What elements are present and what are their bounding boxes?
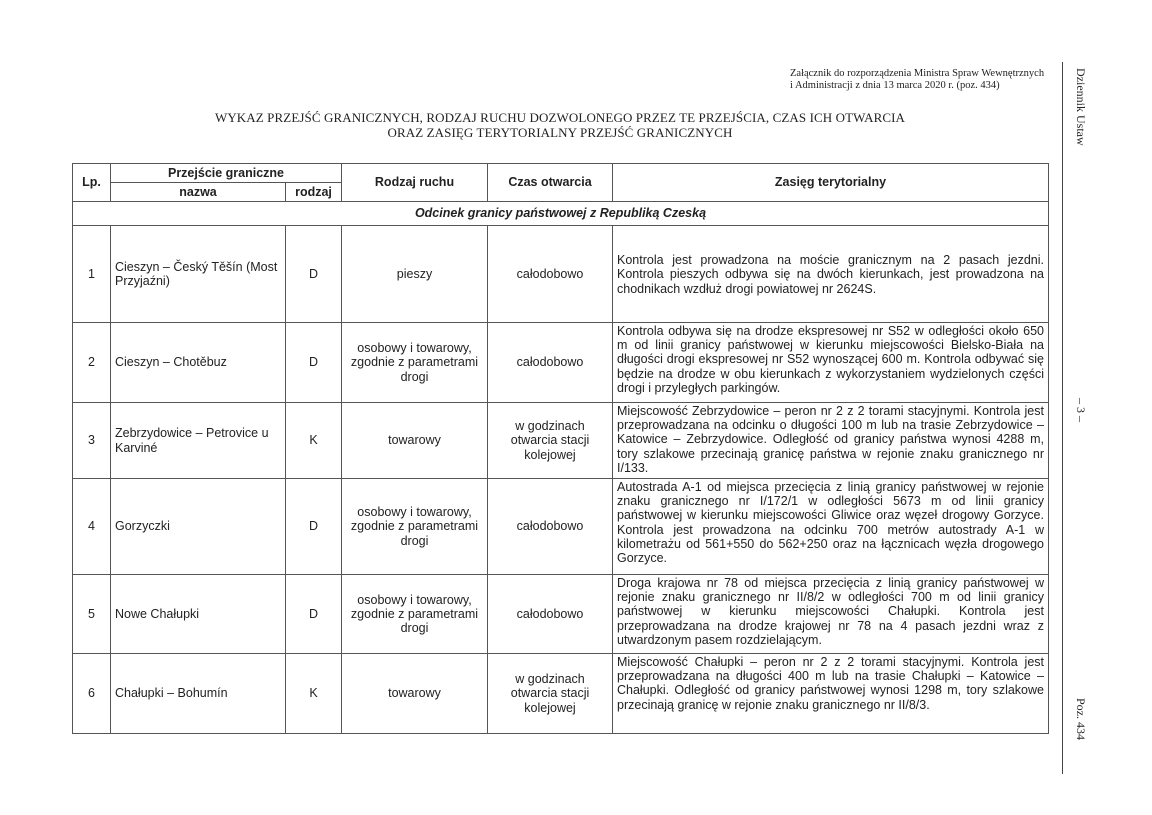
- section-row: [73, 202, 1049, 226]
- row-hours: całodobowo: [488, 575, 613, 654]
- header-row-1: [73, 164, 1049, 183]
- row-type: K: [286, 654, 342, 734]
- row-range: Kontrola jest prowadzona na moście granicznym na 2 pasach jezdni. Kontrola pieszych odbywa się na dwóch kierunkach, jest prowadzona na chodnikach wzdłuż drogi powiatowej nr 2624S.: [613, 226, 1049, 323]
- row-hours: całodobowo: [488, 323, 613, 403]
- row-type: D: [286, 575, 342, 654]
- header-traffic: Rodzaj ruchu: [342, 164, 488, 202]
- row-name: Zebrzydowice – Petrovice u Karviné: [111, 403, 286, 479]
- row-name: Cieszyn – Český Těšín (Most Przyjaźni): [111, 226, 286, 323]
- row-type: D: [286, 226, 342, 323]
- row-hours: w godzinach otwarcia stacji kolejowej: [488, 403, 613, 479]
- journal-name: Dziennik Ustaw: [1074, 68, 1088, 146]
- header-hours: Czas otwarcia: [488, 164, 613, 202]
- row-lp: 6: [73, 654, 111, 734]
- row-range: Droga krajowa nr 78 od miejsca przecięcia z linią granicy państwowej w rejonie znaku granicznego nr II/8/2 w odległości 700 m od linii granicy państwowej w kierunku miejscowości Chałupki. Kontrola jest przeprowadzana na drodze krajowej nr 78 na 4 pasach jezdni wraz z utwardzonym pasem rozdzielającym.: [613, 575, 1049, 654]
- table-row: [73, 479, 1049, 575]
- page-number: – 3 –: [1074, 398, 1088, 422]
- table-row: [73, 226, 1049, 323]
- section-title: Odcinek granicy państwowej z Republiką Czeską: [73, 202, 1049, 226]
- header-lp: Lp.: [73, 164, 111, 202]
- row-name: Nowe Chałupki: [111, 575, 286, 654]
- border-crossings-table: [72, 163, 1049, 734]
- row-hours: całodobowo: [488, 226, 613, 323]
- row-range: Autostrada A-1 od miejsca przecięcia z linią granicy państwowej w rejonie znaku granicznego nr I/172/1 w odległości 5673 m od linii granicy państwowej w kierunku miejscowości Gliwice oraz węzeł drogowy Gorzyce. Kontrola jest prowadzona na odcinku 700 metrów autostrady A-1 w kilometrażu od 561+550 do 562+250 oraz na łącznicach węzła drogowego Gorzyce.: [613, 479, 1049, 575]
- annex-line-1: Załącznik do rozporządzenia Ministra Spraw Wewnętrznych: [790, 68, 1045, 79]
- title-line-1: WYKAZ PRZEJŚĆ GRANICZNYCH, RODZAJ RUCHU DOZWOLONEGO PRZEZ TE PRZEJŚCIA, CZAS ICH OTWARCIA: [214, 110, 906, 125]
- row-hours: w godzinach otwarcia stacji kolejowej: [488, 654, 613, 734]
- row-type: D: [286, 479, 342, 575]
- header-range: Zasięg terytorialny: [613, 164, 1049, 202]
- row-traffic: osobowy i towarowy, zgodnie z parametrami drogi: [342, 323, 488, 403]
- document-title: [72, 110, 1048, 140]
- row-lp: 5: [73, 575, 111, 654]
- row-lp: 2: [73, 323, 111, 403]
- row-range: Miejscowość Chałupki – peron nr 2 z 2 torami stacyjnymi. Kontrola jest przeprowadzana na długości 400 m lub na trasie Chałupki – Katowice – Chałupki. Odległość od granicy państwowej wynosi 1298 m, tory szlakowe przecinają granicę w rejonie znaku granicznego nr II/8/3.: [613, 654, 1049, 734]
- row-traffic: pieszy: [342, 226, 488, 323]
- header-crossing: Przejście graniczne: [111, 164, 342, 183]
- table-row: [73, 403, 1049, 479]
- header-name: nazwa: [111, 183, 286, 202]
- row-hours: całodobowo: [488, 479, 613, 575]
- row-type: K: [286, 403, 342, 479]
- row-range: Miejscowość Zebrzydowice – peron nr 2 z 2 torami stacyjnymi. Kontrola jest przeprowadzana na odcinku o długości 100 m lub na trasie Zebrzydowice – Katowice – Zebrzydowice. Odległość od granicy państwa wynosi 4288 m, tory szlakowe przecinają granicę państwa w rejonie znaku granicznego nr I/133.: [613, 403, 1049, 479]
- table-row: [73, 323, 1049, 403]
- row-traffic: osobowy i towarowy, zgodnie z parametrami drogi: [342, 479, 488, 575]
- row-lp: 1: [73, 226, 111, 323]
- row-traffic: osobowy i towarowy, zgodnie z parametrami drogi: [342, 575, 488, 654]
- table-row: [73, 575, 1049, 654]
- row-name: Gorzyczki: [111, 479, 286, 575]
- table-row: [73, 654, 1049, 734]
- header-type: rodzaj: [286, 183, 342, 202]
- row-traffic: towarowy: [342, 654, 488, 734]
- row-lp: 4: [73, 479, 111, 575]
- row-name: Cieszyn – Chotěbuz: [111, 323, 286, 403]
- title-line-2: ORAZ ZASIĘG TERYTORIALNY PRZEJŚĆ GRANICZNYCH: [387, 125, 733, 140]
- annex-line-2: i Administracji z dnia 13 marca 2020 r. (poz. 434): [790, 80, 1000, 91]
- row-traffic: towarowy: [342, 403, 488, 479]
- annex-note: [790, 68, 1052, 92]
- row-range: Kontrola odbywa się na drodze ekspresowej nr S52 w odległości około 650 m od linii granicy państwowej w kierunku miejscowości Bielsko-Biała na długości drogi ekspresowej nr S52 wynoszącej 600 m. Kontrola odbywać się będzie na drodze w obu kierunkach z wykorzystaniem wydzielonych części drogi i przyległych parkingów.: [613, 323, 1049, 403]
- row-type: D: [286, 323, 342, 403]
- row-lp: 3: [73, 403, 111, 479]
- row-name: Chałupki – Bohumín: [111, 654, 286, 734]
- margin-divider: [1062, 62, 1063, 774]
- position-number: Poz. 434: [1074, 698, 1088, 740]
